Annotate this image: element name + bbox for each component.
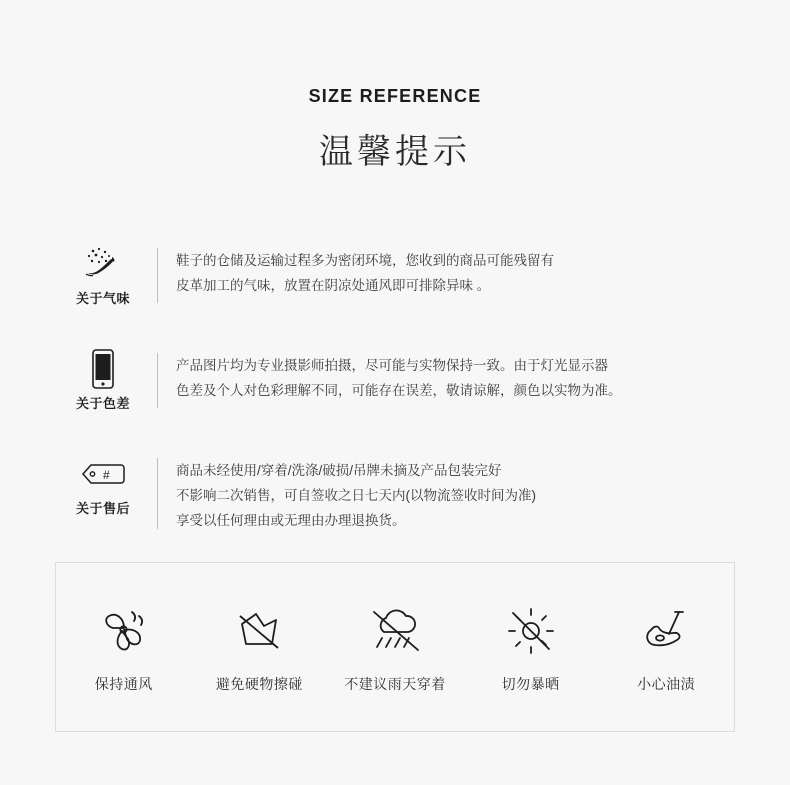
notice-text-line: 皮革加工的气味，放置在阴凉处通风即可排除异味 。 [176, 278, 491, 293]
notice-text [176, 349, 745, 403]
price-tag-icon [55, 454, 151, 494]
notice-text-line: 产品图片均为专业摄影师拍摄，尽可能与实物保持一致。由于灯光显示器 [176, 358, 608, 373]
notice-item [55, 454, 745, 533]
notice-text [176, 454, 745, 533]
care-item [465, 600, 597, 694]
care-label: 保持通风 [94, 676, 153, 692]
care-label: 切勿暴晒 [501, 676, 560, 692]
notice-category-label: 关于气味 [75, 291, 130, 306]
notice-category-label: 关于色差 [75, 396, 130, 411]
notice-text-line: 不影响二次销售，可自签收之日七天内(以物流签收时间为准) [176, 488, 536, 503]
notice-divider [157, 353, 158, 408]
no-sun-exposure-icon [465, 600, 597, 662]
notice-item [55, 244, 745, 307]
notice-text-line: 享受以任何理由或无理由办理退换货。 [176, 513, 406, 528]
no-rain-icon [329, 600, 461, 662]
notice-divider [157, 458, 158, 529]
oil-stain-icon [600, 600, 732, 662]
notice-list [55, 244, 745, 533]
svg-text:#: # [103, 468, 110, 482]
notice-text-line: 商品未经使用/穿着/洗涤/破损/吊牌未摘及产品包装完好 [176, 463, 502, 478]
care-label: 避免硬物擦碰 [215, 676, 303, 692]
fan-ventilation-icon [58, 600, 190, 662]
care-item [329, 600, 461, 694]
notice-icon-column [55, 454, 151, 517]
care-item [600, 600, 732, 694]
notice-item [55, 349, 745, 412]
page-title-cn: 温馨提示 [319, 133, 471, 171]
care-item [193, 600, 325, 694]
notice-icon-column [55, 349, 151, 412]
notice-text-line: 色差及个人对色彩理解不同，可能存在误差，敬请谅解，颜色以实物为准。 [176, 383, 622, 398]
odor-smell-icon [55, 244, 151, 284]
smartphone-screen-icon [55, 349, 151, 389]
care-item [58, 600, 190, 694]
care-instructions-box [55, 562, 735, 732]
no-hard-scratch-icon [193, 600, 325, 662]
notice-icon-column [55, 244, 151, 307]
notice-text [176, 244, 745, 298]
care-label: 不建议雨天穿着 [344, 676, 446, 692]
notice-divider [157, 248, 158, 303]
notice-text-line: 鞋子的仓储及运输过程多为密闭环境，您收到的商品可能残留有 [176, 253, 554, 268]
page-title-en: SIZE REFERENCE [308, 86, 482, 106]
care-label: 小心油渍 [637, 676, 696, 692]
notice-category-label: 关于售后 [75, 501, 130, 516]
